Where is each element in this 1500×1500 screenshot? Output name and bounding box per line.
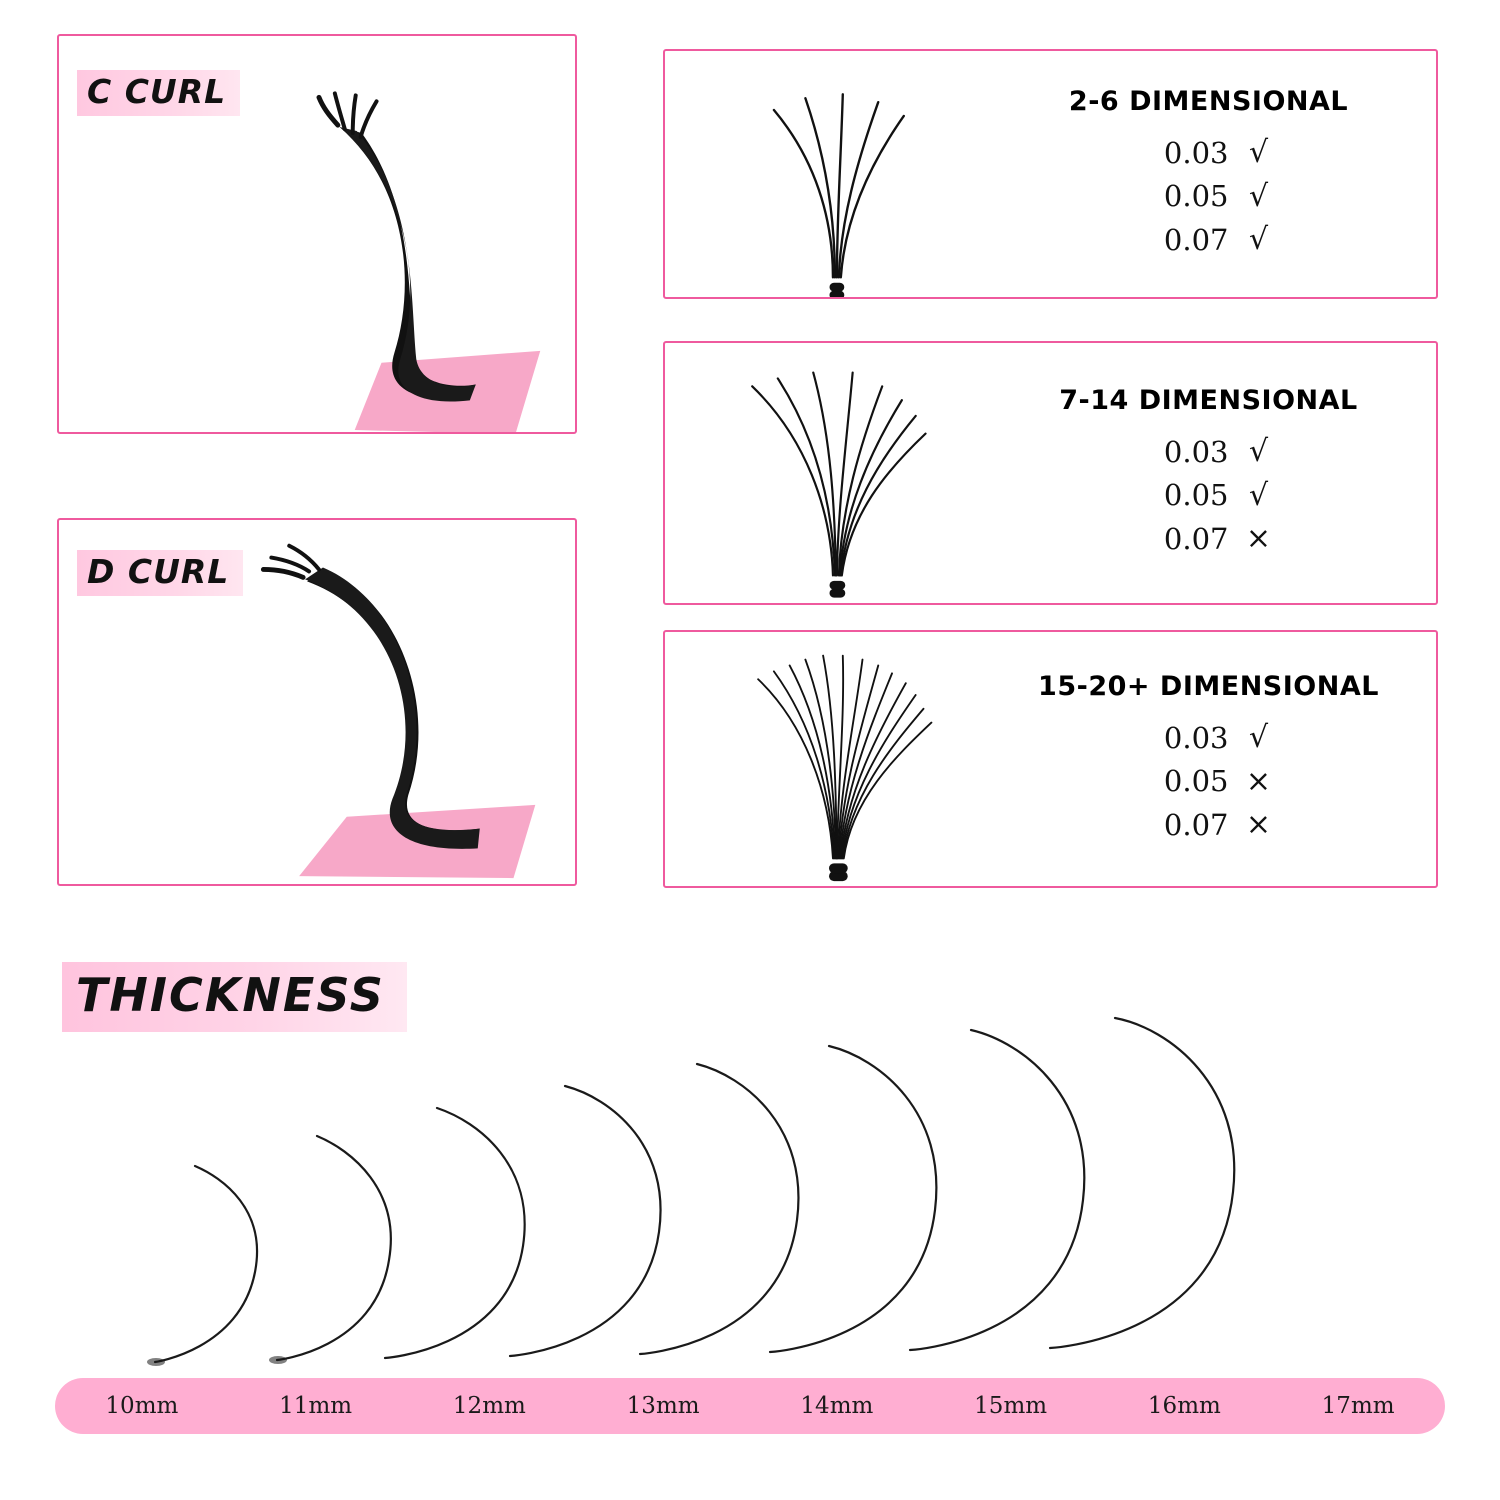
length-label: 12mm xyxy=(452,1393,526,1419)
availability-row xyxy=(1129,175,1289,219)
dimensional-text-15-20 xyxy=(995,671,1436,847)
fan-icon-15-20 xyxy=(665,632,995,886)
fan-icon-2-6 xyxy=(665,51,995,297)
d-curl-label: D CURL xyxy=(77,550,243,596)
thickness-availability-list xyxy=(1129,430,1289,561)
availability-mark: × xyxy=(1245,807,1272,843)
availability-row xyxy=(1129,760,1289,804)
availability-row xyxy=(1129,803,1289,847)
availability-row xyxy=(1129,131,1289,175)
thickness-value: 0.03 xyxy=(1163,434,1229,469)
thickness-value: 0.05 xyxy=(1163,179,1229,214)
length-label: 15mm xyxy=(974,1393,1048,1419)
dimensional-title: 7-14 DIMENSIONAL xyxy=(1059,385,1358,417)
thickness-availability-list xyxy=(1129,131,1289,262)
lash-length-label-bar xyxy=(55,1378,1445,1434)
availability-mark: √ xyxy=(1248,135,1269,171)
availability-mark: × xyxy=(1245,521,1272,557)
thickness-value: 0.07 xyxy=(1163,521,1229,556)
availability-mark: × xyxy=(1245,763,1272,799)
availability-row xyxy=(1129,430,1289,474)
dimensional-panel-7-14 xyxy=(663,341,1438,605)
availability-mark: √ xyxy=(1248,178,1269,214)
length-label: 13mm xyxy=(626,1393,700,1419)
dimensional-title: 15-20+ DIMENSIONAL xyxy=(1038,671,1379,703)
thickness-value: 0.05 xyxy=(1163,478,1229,513)
availability-row xyxy=(1129,716,1289,760)
thickness-value: 0.07 xyxy=(1163,222,1229,257)
lash-length-illustrations xyxy=(55,1010,1445,1370)
availability-mark: √ xyxy=(1248,477,1269,513)
dimensional-text-7-14 xyxy=(995,385,1436,561)
thickness-availability-list xyxy=(1129,716,1289,847)
length-label: 11mm xyxy=(279,1393,353,1419)
availability-row xyxy=(1129,517,1289,561)
dimensional-text-2-6 xyxy=(995,86,1436,262)
c-curl-panel xyxy=(57,34,577,434)
length-label: 14mm xyxy=(800,1393,874,1419)
c-curl-label: C CURL xyxy=(77,70,240,116)
thickness-value: 0.07 xyxy=(1163,807,1229,842)
thickness-section-title: THICKNESS xyxy=(62,962,407,1032)
length-label: 10mm xyxy=(105,1393,179,1419)
availability-mark: √ xyxy=(1248,720,1269,756)
thickness-value: 0.05 xyxy=(1163,764,1229,799)
dimensional-panel-15-20 xyxy=(663,630,1438,888)
availability-row xyxy=(1129,218,1289,262)
availability-mark: √ xyxy=(1248,222,1269,258)
availability-row xyxy=(1129,474,1289,518)
d-curl-panel xyxy=(57,518,577,886)
thickness-value: 0.03 xyxy=(1163,135,1229,170)
dimensional-panel-2-6 xyxy=(663,49,1438,299)
dimensional-title: 2-6 DIMENSIONAL xyxy=(1068,86,1349,118)
fan-icon-7-14 xyxy=(665,343,995,603)
length-label: 16mm xyxy=(1147,1393,1221,1419)
length-label: 17mm xyxy=(1321,1393,1395,1419)
thickness-value: 0.03 xyxy=(1163,720,1229,755)
availability-mark: √ xyxy=(1248,434,1269,470)
